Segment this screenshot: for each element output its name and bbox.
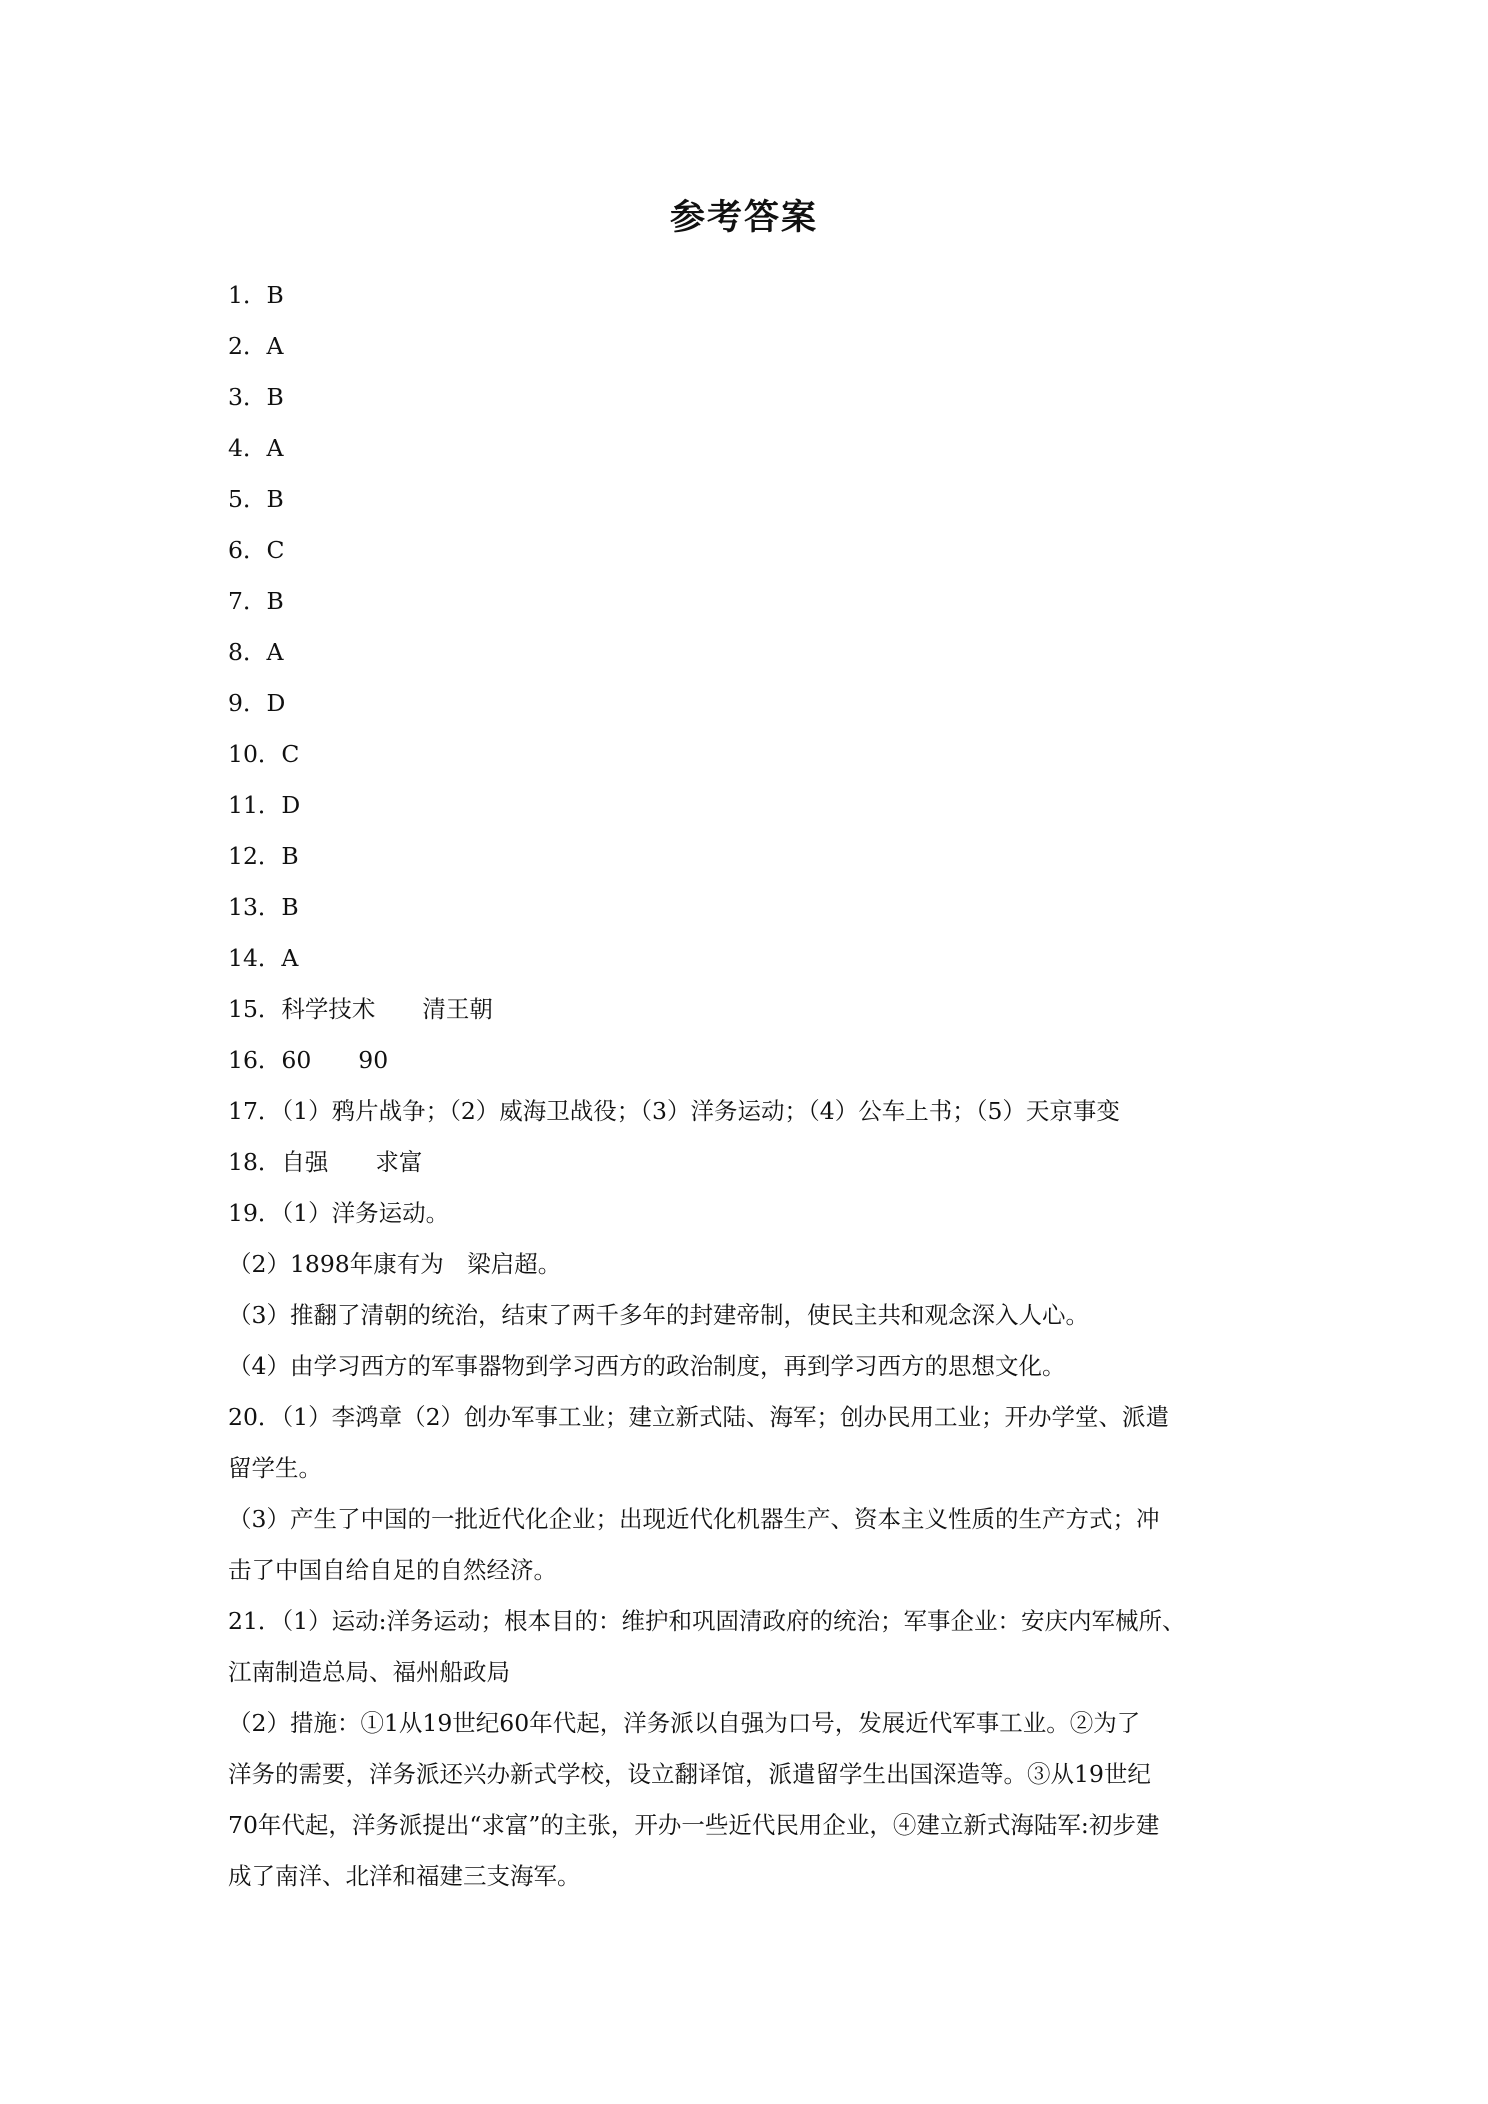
answer-line: 成了南洋、北洋和福建三支海军。 <box>228 1862 581 1890</box>
answer-line: 21．（1）运动:洋务运动；根本目的：维护和巩固清政府的统治；军事企业：安庆内军械所、 <box>228 1607 1186 1635</box>
answer-line: 15．科学技术 清王朝 <box>228 995 493 1023</box>
answer-line: 12．B <box>228 842 299 870</box>
answer-line: 留学生。 <box>228 1454 322 1482</box>
answer-line: （2）1898年康有为 梁启超。 <box>228 1250 562 1278</box>
answer-line: 5．B <box>228 485 284 513</box>
answer-line: （3）推翻了清朝的统治，结束了两千多年的封建帝制，使民主共和观念深入人心。 <box>228 1301 1089 1329</box>
answer-line: （2）措施：①1从19世纪60年代起，洋务派以自强为口号，发展近代军事工业。②为了 <box>228 1709 1141 1737</box>
page-title: 参考答案 <box>669 198 818 238</box>
answer-line: 2．A <box>228 332 284 360</box>
answer-line: 16．60 90 <box>228 1046 389 1074</box>
answer-line: 8．A <box>228 638 284 666</box>
answer-line: 6．C <box>228 536 285 564</box>
answer-line: 18．自强 求富 <box>228 1148 423 1176</box>
answer-line: 10．C <box>228 740 300 768</box>
answer-line: 70年代起，洋务派提出“求富”的主张，开办一些近代民用企业，④建立新式海陆军:初步建 <box>228 1811 1160 1839</box>
answer-line: 11．D <box>228 791 301 819</box>
answer-line: 1．B <box>228 281 284 309</box>
answer-line: （4）由学习西方的军事器物到学习西方的政治制度，再到学习西方的思想文化。 <box>228 1352 1066 1380</box>
answer-line: 4．A <box>228 434 284 462</box>
answer-line: 7．B <box>228 587 284 615</box>
answer-line: 17．（1）鸦片战争；（2）威海卫战役；（3）洋务运动；（4）公车上书；（5）天京事变 <box>228 1097 1120 1125</box>
answer-line: 洋务的需要，洋务派还兴办新式学校，设立翻译馆，派遣留学生出国深造等。③从19世纪 <box>228 1760 1151 1788</box>
answer-list <box>228 270 1268 1902</box>
answer-line: 江南制造总局、福州船政局 <box>228 1658 510 1686</box>
answer-line: 3．B <box>228 383 284 411</box>
answer-line: （3）产生了中国的一批近代化企业；出现近代化机器生产、资本主义性质的生产方式；冲 <box>228 1505 1160 1533</box>
answer-line: 13．B <box>228 893 299 921</box>
answer-line: 9．D <box>228 689 286 717</box>
answer-line: 14．A <box>228 944 299 972</box>
answer-line: 20．（1）李鸿章（2）创办军事工业；建立新式陆、海军；创办民用工业；开办学堂、派遣 <box>228 1403 1170 1431</box>
answer-line: 19．（1）洋务运动。 <box>228 1199 450 1227</box>
answer-line: 击了中国自给自足的自然经济。 <box>228 1556 557 1584</box>
